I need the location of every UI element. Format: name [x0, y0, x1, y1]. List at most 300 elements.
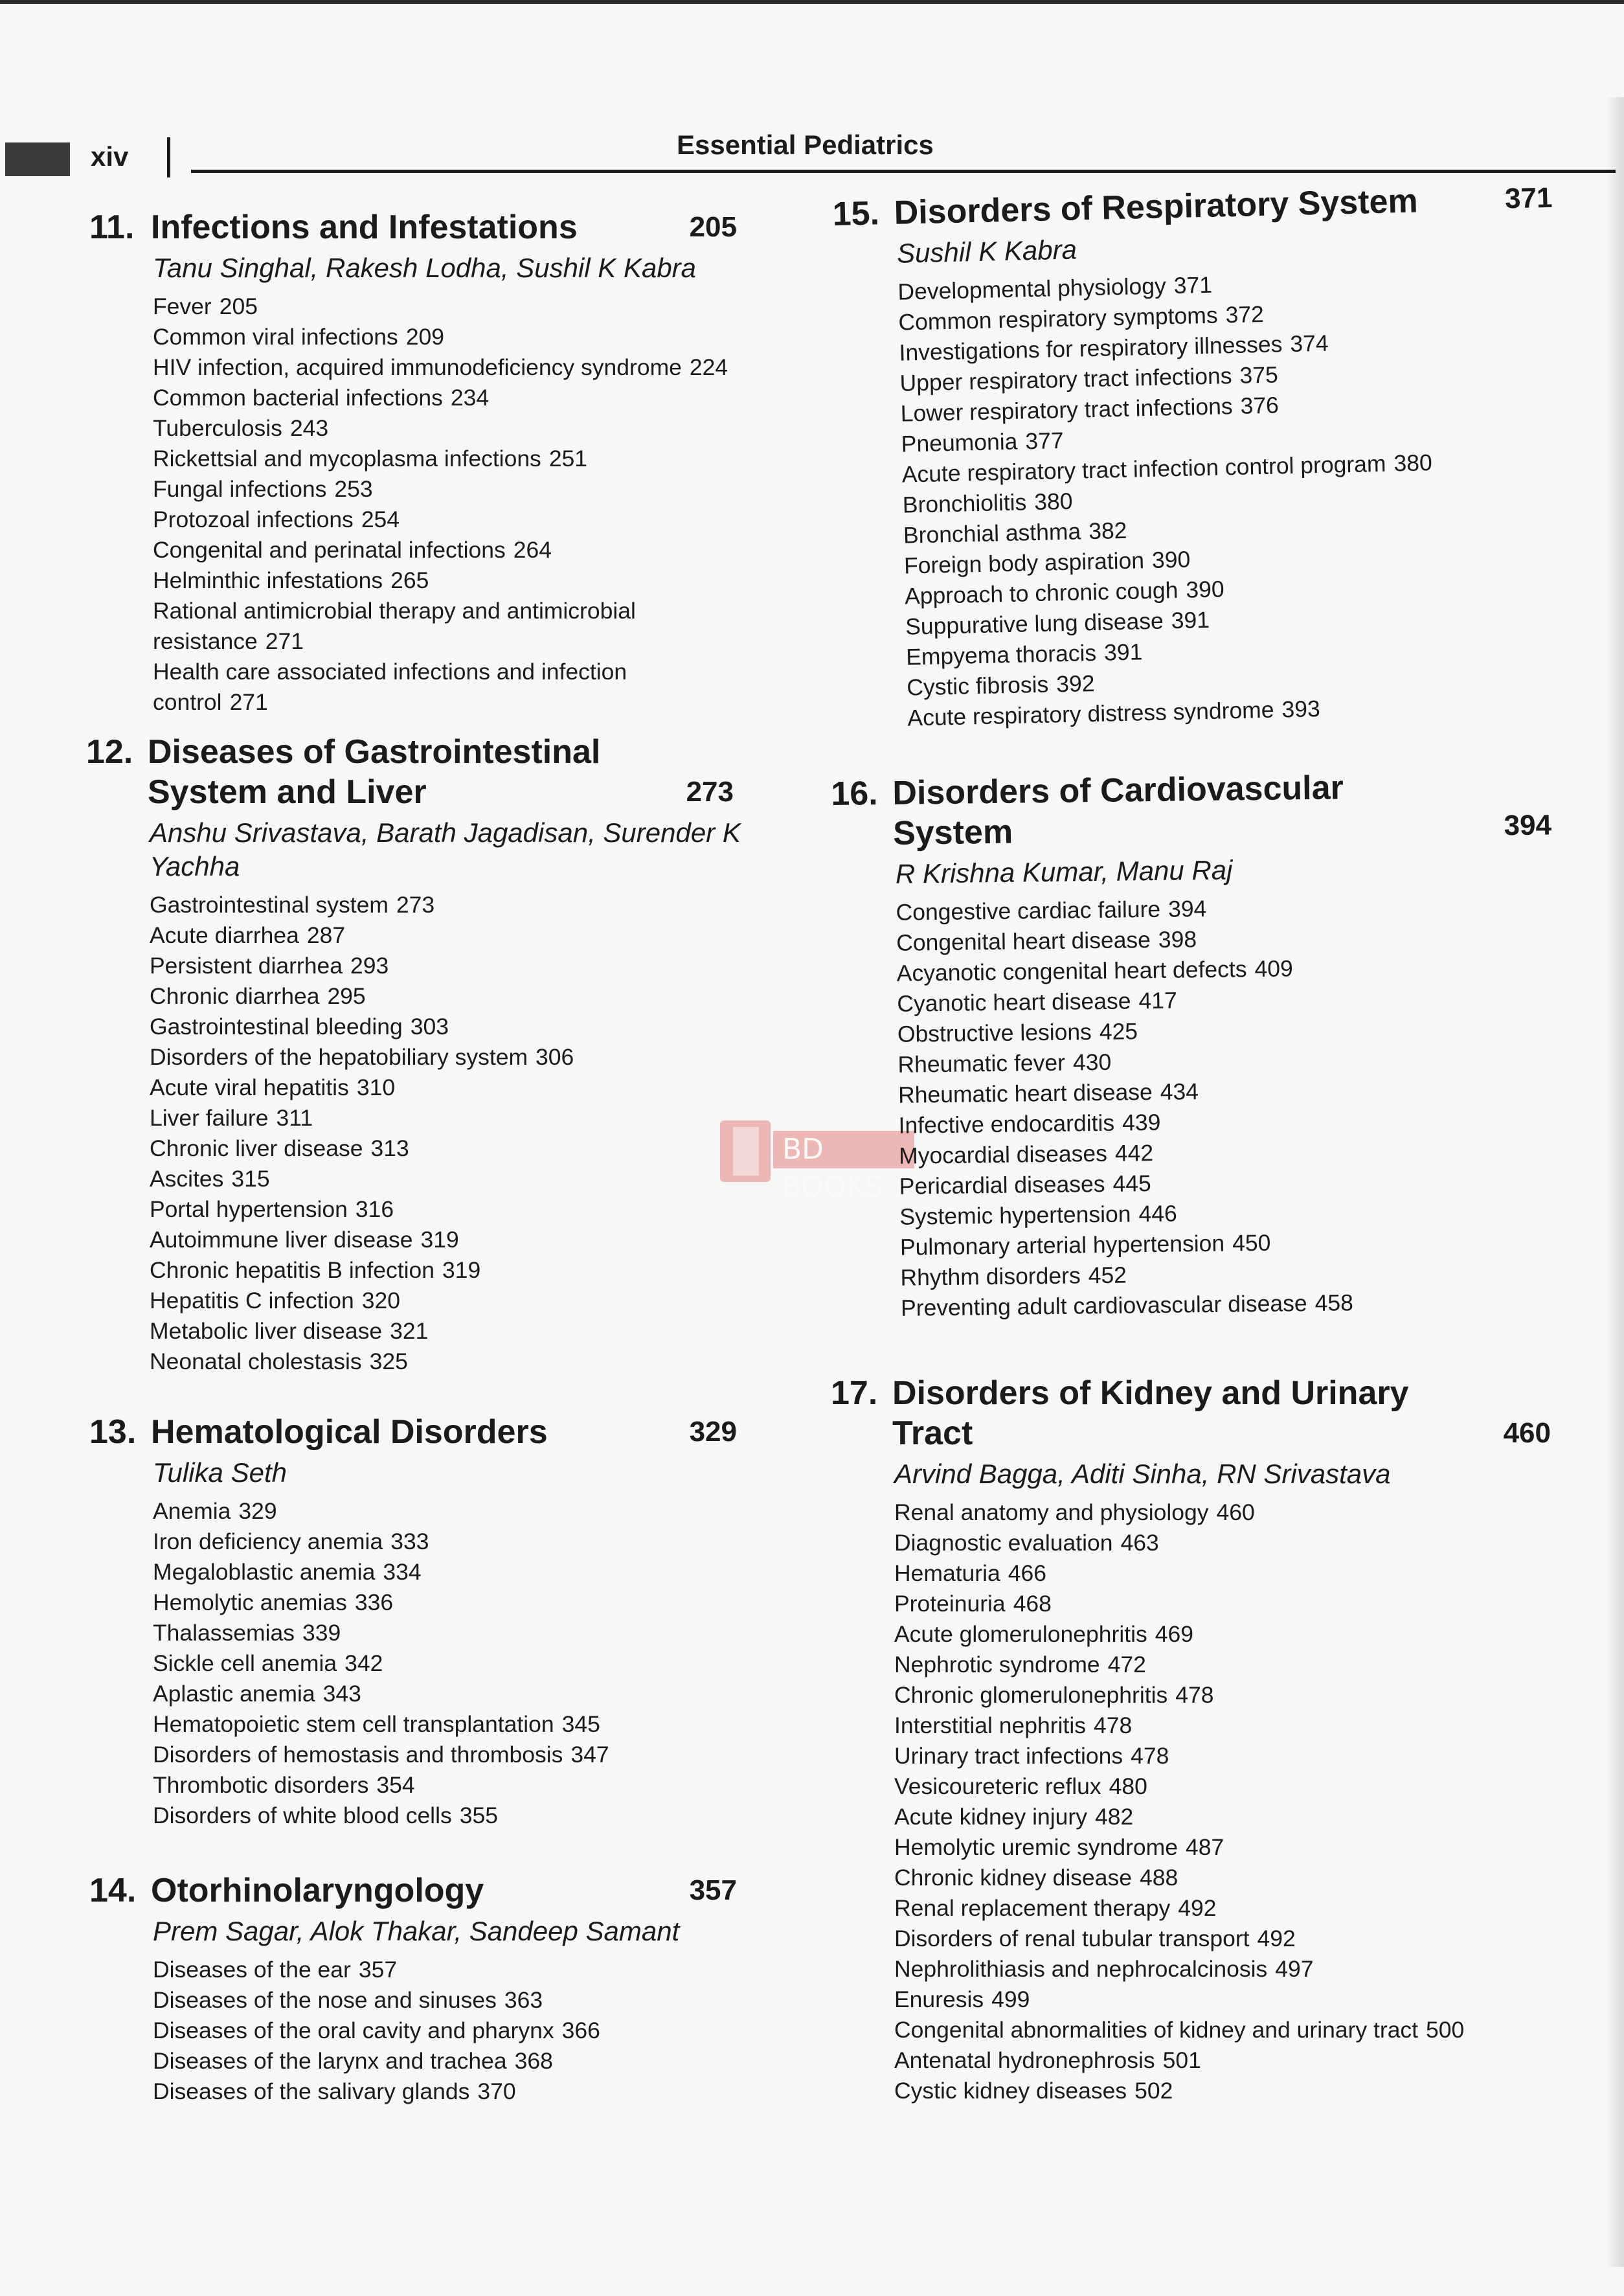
chapter-authors: Tanu Singhal, Rakesh Lodha, Sushil K Kabra	[153, 253, 697, 283]
toc-entry	[153, 657, 736, 718]
toc-entry-page: 377	[1024, 427, 1065, 455]
toc-entry-page: 293	[350, 953, 389, 979]
chapter-12	[86, 732, 798, 1377]
toc-entry-page: 253	[334, 476, 373, 502]
toc-entry	[150, 1286, 836, 1316]
toc-entry-label: Diagnostic evaluation	[894, 1530, 1113, 1556]
running-title: Essential Pediatrics	[677, 130, 934, 160]
toc-entry-page: 445	[1112, 1170, 1151, 1197]
chapter-page-number: 394	[1504, 809, 1552, 842]
toc-entry-label: Common respiratory symptoms	[898, 302, 1219, 335]
toc-entry-page: 343	[322, 1681, 361, 1707]
toc-entry-label: Renal replacement therapy	[894, 1895, 1171, 1921]
toc-entry	[150, 1073, 836, 1103]
toc-entry-page: 347	[570, 1742, 609, 1767]
toc-entry-label: Thrombotic disorders	[153, 1772, 369, 1798]
toc-entry	[894, 1711, 1561, 1741]
toc-entry-label: Metabolic liver disease	[150, 1318, 383, 1344]
page-number: xiv	[91, 141, 129, 172]
toc-entry-label: Pneumonia	[901, 428, 1018, 457]
toc-entry-page: 319	[442, 1257, 481, 1283]
toc-entry-label: Pulmonary arterial hypertension	[899, 1230, 1225, 1260]
toc-entry	[894, 1650, 1561, 1680]
toc-entry-label: Autoimmune liver disease	[150, 1227, 413, 1253]
toc-entry	[894, 1984, 1561, 2015]
header-rule	[191, 170, 1616, 173]
toc-entry	[894, 1680, 1561, 1711]
toc-entry-page: 480	[1109, 1773, 1147, 1799]
toc-entry-page: 371	[1173, 271, 1213, 299]
toc-entry-label: Acute respiratory distress syndrome	[907, 696, 1274, 731]
toc-entry-label: Disorders of white blood cells	[153, 1802, 452, 1828]
toc-entry-page: 295	[327, 983, 366, 1009]
toc-entry	[153, 291, 839, 322]
toc-entry-label: Enuresis	[894, 1986, 984, 2012]
toc-entry	[153, 2076, 839, 2107]
toc-entry-page: 205	[219, 293, 258, 319]
toc-entry-label: Lower respiratory tract infections	[900, 393, 1234, 427]
toc-entry-label: Chronic diarrhea	[150, 983, 320, 1009]
toc-entry-page: 374	[1289, 330, 1329, 358]
toc-entry	[153, 2016, 839, 2046]
toc-entry-label: Neonatal cholestasis	[150, 1348, 362, 1374]
toc-entry-page: 450	[1232, 1229, 1271, 1256]
toc-entry-page: 376	[1240, 392, 1280, 419]
toc-entry	[894, 1619, 1561, 1650]
toc-entry-page: 452	[1088, 1262, 1127, 1289]
toc-entry-label: Hematopoietic stem cell transplantation	[153, 1711, 554, 1737]
toc-entry-label: Persistent diarrhea	[150, 953, 343, 979]
topic-list	[894, 1497, 1543, 2106]
toc-entry-page: 321	[390, 1318, 429, 1344]
chapter-title: Infections and Infestations	[151, 209, 578, 246]
toc-entry-label: Acute kidney injury	[894, 1804, 1087, 1830]
toc-entry-page: 316	[355, 1196, 394, 1222]
toc-entry-label: Thalassemias	[153, 1620, 295, 1646]
toc-entry-page: 339	[302, 1620, 341, 1646]
page-top-edge	[0, 0, 1624, 4]
toc-entry	[153, 1557, 839, 1587]
chapter-authors: Arvind Bagga, Aditi Sinha, RN Srivastava	[894, 1459, 1391, 1489]
toc-entry	[894, 1771, 1561, 1802]
toc-entry	[150, 1225, 836, 1255]
toc-entry	[153, 1801, 839, 1831]
toc-entry-label: Bronchiolitis	[902, 489, 1027, 518]
toc-entry	[153, 1770, 839, 1801]
toc-entry-label: Fungal infections	[153, 476, 327, 502]
toc-entry-page: 409	[1254, 955, 1293, 983]
topic-list	[153, 291, 802, 718]
toc-entry	[153, 565, 839, 596]
toc-entry-page: 264	[513, 537, 552, 563]
toc-entry-page: 468	[1013, 1591, 1052, 1617]
chapter-number: 15.	[832, 194, 880, 233]
toc-entry-label: Obstructive lesions	[897, 1019, 1092, 1047]
toc-entry	[894, 1802, 1561, 1832]
toc-entry-label: Megaloblastic anemia	[153, 1559, 376, 1585]
toc-entry	[153, 383, 839, 413]
toc-entry-page: 492	[1178, 1895, 1217, 1921]
chapter-number: 14.	[89, 1872, 137, 1909]
toc-entry-page: 372	[1225, 301, 1265, 328]
header-separator	[167, 137, 170, 177]
toc-entry-label: Empyema thoracis	[905, 639, 1097, 670]
toc-entry-label: Diseases of the nose and sinuses	[153, 1987, 497, 2013]
toc-entry-page: 466	[1008, 1560, 1046, 1586]
toc-entry	[894, 1528, 1561, 1558]
toc-entry-label: Tuberculosis	[153, 415, 282, 441]
chapter-page-number: 460	[1503, 1417, 1551, 1449]
toc-entry-page: 442	[1114, 1139, 1154, 1166]
toc-entry-page: 310	[356, 1074, 396, 1100]
chapter-page-number: 371	[1504, 181, 1553, 215]
chapter-title: Disorders of Respiratory System	[894, 182, 1419, 232]
toc-entry-label: Rickettsial and mycoplasma infections	[153, 446, 541, 472]
toc-entry	[153, 1587, 839, 1618]
toc-entry	[153, 444, 839, 474]
toc-entry	[150, 1164, 836, 1194]
toc-entry-label: Nephrolithiasis and nephrocalcinosis	[894, 1956, 1268, 1982]
toc-entry-label: Suppurative lung disease	[905, 608, 1164, 640]
toc-entry-page: 398	[1158, 926, 1197, 953]
toc-entry-label: Myocardial diseases	[898, 1140, 1108, 1169]
watermark-text: BD BOOKS	[773, 1131, 914, 1168]
toc-entry	[153, 1618, 839, 1648]
toc-entry	[153, 352, 839, 383]
toc-entry-page: 271	[265, 628, 304, 654]
toc-entry-label: Hepatitis C infection	[150, 1288, 354, 1313]
toc-entry-label: HIV infection, acquired immunodeficiency syndrome	[153, 354, 682, 380]
toc-entry-label: Cystic kidney diseases	[894, 2078, 1127, 2104]
toc-entry-page: 488	[1140, 1865, 1179, 1891]
toc-entry-page: 363	[504, 1987, 543, 2013]
toc-entry-label: Preventing adult cardiovascular disease	[900, 1290, 1307, 1321]
toc-entry-page: 446	[1138, 1200, 1177, 1227]
toc-entry-page: 234	[450, 385, 490, 411]
chapter-authors: R Krishna Kumar, Manu Raj	[895, 854, 1233, 889]
header-tab-block	[5, 142, 70, 176]
toc-entry-page: 311	[276, 1105, 313, 1131]
chapter-title: Diseases of Gastrointestinal System and Liver	[148, 733, 601, 811]
toc-entry	[894, 2076, 1561, 2106]
toc-entry-label: Aplastic anemia	[153, 1681, 315, 1707]
toc-entry	[894, 2045, 1561, 2076]
toc-entry-page: 224	[689, 354, 728, 380]
toc-entry-page: 329	[238, 1498, 277, 1524]
toc-entry-label: Anemia	[153, 1498, 231, 1524]
chapter-number: 13.	[89, 1413, 137, 1451]
toc-entry	[150, 1133, 836, 1164]
toc-entry-page: 320	[361, 1288, 400, 1313]
toc-entry-page: 393	[1281, 696, 1321, 723]
toc-entry	[894, 1497, 1561, 1528]
toc-entry-page: 333	[390, 1529, 429, 1554]
toc-entry-page: 425	[1099, 1018, 1138, 1045]
toc-entry-page: 334	[383, 1559, 422, 1585]
chapter-title: Hematological Disorders	[151, 1413, 548, 1451]
chapter-heading	[831, 1373, 1551, 1453]
topic-list	[897, 262, 1557, 734]
toc-entry-page: 497	[1275, 1956, 1314, 1982]
toc-entry	[150, 981, 836, 1012]
toc-entry-label: Acute diarrhea	[150, 922, 299, 948]
toc-entry-label: Diseases of the ear	[153, 1957, 351, 1983]
toc-entry	[153, 535, 839, 565]
toc-entry-label: Acute glomerulonephritis	[894, 1621, 1147, 1647]
toc-entry-page: 319	[420, 1227, 459, 1253]
chapter-number: 17.	[831, 1374, 878, 1412]
chapter-title: Disorders of Cardiovascular System	[892, 769, 1344, 852]
toc-entry	[153, 505, 839, 535]
chapter-heading	[89, 207, 802, 247]
toc-entry-page: 390	[1151, 546, 1191, 573]
toc-entry-page: 243	[289, 415, 329, 441]
toc-entry-page: 355	[459, 1802, 498, 1828]
toc-entry-label: Systemic hypertension	[899, 1201, 1131, 1230]
toc-entry-label: Rheumatic fever	[897, 1049, 1066, 1078]
toc-entry-page: 345	[561, 1711, 600, 1737]
toc-entry-label: Gastrointestinal bleeding	[150, 1014, 403, 1040]
chapter-page-number: 205	[689, 211, 737, 243]
toc-entry-page: 254	[361, 506, 400, 532]
toc-entry-page: 306	[536, 1044, 574, 1070]
toc-entry-label: Proteinuria	[894, 1591, 1006, 1617]
toc-entry-page: 469	[1155, 1621, 1193, 1647]
toc-entry-page: 265	[390, 567, 429, 593]
toc-entry-label: Hemolytic uremic syndrome	[894, 1834, 1178, 1860]
chapter-heading	[831, 766, 1552, 854]
toc-entry-label: Congenital and perinatal infections	[153, 537, 506, 563]
toc-entry-label: Rheumatic heart disease	[897, 1078, 1153, 1108]
toc-entry-label: Chronic glomerulonephritis	[894, 1682, 1168, 1708]
toc-entry	[894, 2015, 1561, 2045]
toc-entry	[150, 890, 836, 920]
chapter-authors: Tulika Seth	[153, 1457, 287, 1488]
toc-entry-page: 271	[229, 689, 268, 715]
toc-entry	[153, 2046, 839, 2076]
toc-entry-page: 478	[1093, 1712, 1133, 1738]
toc-entry-label: Urinary tract infections	[894, 1743, 1123, 1769]
toc-entry-page: 354	[376, 1772, 415, 1798]
toc-entry-label: Vesicoureteric reflux	[894, 1773, 1101, 1799]
toc-entry	[153, 1740, 839, 1770]
toc-entry-label: Gastrointestinal system	[150, 892, 389, 918]
toc-entry-page: 313	[370, 1135, 409, 1161]
toc-entry-page: 315	[231, 1166, 270, 1192]
toc-entry-page: 287	[306, 922, 346, 948]
toc-entry-page: 472	[1107, 1652, 1146, 1677]
chapter-number: 12.	[86, 733, 133, 771]
toc-entry	[894, 1832, 1561, 1863]
toc-entry-page: 303	[410, 1014, 449, 1040]
toc-entry	[150, 1103, 836, 1133]
topic-list	[896, 890, 1550, 1324]
toc-entry-label: Ascites	[150, 1166, 224, 1192]
toc-entry	[150, 1194, 836, 1225]
toc-entry	[153, 474, 839, 505]
toc-entry-page: 325	[369, 1348, 408, 1374]
toc-entry-label: Developmental physiology	[897, 273, 1167, 305]
toc-entry-page: 375	[1239, 361, 1279, 389]
toc-entry-page: 392	[1055, 670, 1095, 698]
topic-list	[153, 1496, 802, 1831]
toc-entry-label: Iron deficiency anemia	[153, 1529, 383, 1554]
toc-entry	[150, 1347, 836, 1377]
toc-entry	[150, 1012, 836, 1042]
toc-entry	[150, 1255, 836, 1286]
toc-entry-label: Diseases of the oral cavity and pharynx	[153, 2018, 554, 2043]
toc-entry	[153, 1985, 839, 2016]
toc-entry-label: Nephrotic syndrome	[894, 1652, 1100, 1677]
chapter-title: Disorders of Kidney and Urinary Tract	[892, 1374, 1409, 1452]
toc-entry	[894, 1924, 1561, 1954]
toc-entry-page: 458	[1314, 1290, 1354, 1316]
chapter-authors: Prem Sagar, Alok Thakar, Sandeep Samant	[153, 1916, 680, 1946]
toc-entry-label: Disorders of renal tubular transport	[894, 1926, 1250, 1951]
chapter-heading	[89, 1870, 802, 1911]
toc-entry	[150, 920, 836, 951]
toc-entry-page: 394	[1167, 895, 1207, 922]
toc-entry-page: 251	[548, 446, 588, 472]
topic-list	[150, 890, 798, 1377]
toc-entry	[894, 1589, 1561, 1619]
toc-entry-page: 209	[405, 324, 445, 350]
toc-entry-page: 357	[358, 1957, 398, 1983]
toc-entry-page: 463	[1120, 1530, 1159, 1556]
toc-entry-label: Rhythm disorders	[900, 1262, 1081, 1291]
toc-entry-label: Congestive cardiac failure	[896, 896, 1161, 926]
toc-entry-label: Diseases of the larynx and trachea	[153, 2048, 507, 2074]
toc-entry-page: 417	[1138, 987, 1177, 1014]
toc-entry-label: Acyanotic congenital heart defects	[896, 956, 1247, 986]
toc-entry-label: Chronic kidney disease	[894, 1865, 1133, 1891]
toc-entry-page: 501	[1162, 2047, 1201, 2073]
toc-entry-label: Chronic hepatitis B infection	[150, 1257, 435, 1283]
toc-entry-page: 487	[1185, 1834, 1224, 1860]
toc-entry-page: 370	[477, 2078, 516, 2104]
toc-entry-page: 390	[1185, 576, 1224, 603]
toc-entry-page: 434	[1160, 1078, 1199, 1105]
chapter-15	[832, 178, 1557, 735]
chapter-page-number: 273	[686, 776, 734, 808]
toc-entry-page: 368	[514, 2048, 553, 2074]
toc-entry-page: 391	[1103, 639, 1143, 666]
chapter-heading	[89, 1412, 802, 1452]
toc-entry	[894, 1741, 1561, 1771]
chapter-14	[89, 1870, 802, 2107]
toc-entry-label: Congenital abnormalities of kidney and urinary tract	[894, 2017, 1419, 2043]
toc-entry-label: Hemolytic anemias	[153, 1589, 347, 1615]
toc-entry	[894, 1558, 1561, 1589]
toc-entry-label: Disorders of the hepatobiliary system	[150, 1044, 528, 1070]
toc-entry-label: Acute respiratory tract infection control program	[901, 450, 1386, 488]
toc-entry-page: 478	[1131, 1743, 1169, 1769]
toc-entry-label: Health care associated infections and infection control	[153, 659, 627, 715]
toc-entry-label: Sickle cell anemia	[153, 1650, 337, 1676]
toc-entry-label: Cyanotic heart disease	[897, 988, 1131, 1017]
toc-entry	[153, 322, 839, 352]
toc-entry-page: 342	[344, 1650, 383, 1676]
toc-entry-page: 482	[1094, 1804, 1134, 1830]
toc-entry-page: 380	[1393, 449, 1433, 477]
toc-entry-page: 478	[1175, 1682, 1214, 1708]
toc-entry-label: Portal hypertension	[150, 1196, 348, 1222]
toc-entry	[153, 1527, 839, 1557]
chapter-heading	[86, 732, 798, 812]
toc-entry-page: 499	[991, 1986, 1030, 2012]
toc-entry-page: 430	[1072, 1049, 1112, 1076]
chapter-number: 16.	[831, 775, 879, 813]
page-edge-shadow	[1606, 97, 1624, 2267]
toc-entry	[153, 1709, 839, 1740]
toc-entry-label: Rational antimicrobial therapy and antimicrobial resistance	[153, 598, 636, 654]
toc-entry-label: Chronic liver disease	[150, 1135, 363, 1161]
toc-entry	[150, 951, 836, 981]
chapter-13	[89, 1412, 802, 1831]
toc-entry	[894, 1893, 1561, 1924]
toc-entry	[150, 1042, 836, 1073]
toc-entry	[153, 413, 839, 444]
toc-entry-page: 336	[354, 1589, 394, 1615]
toc-entry-page: 500	[1426, 2017, 1465, 2043]
toc-entry-label: Common viral infections	[153, 324, 398, 350]
toc-entry	[153, 1648, 839, 1679]
toc-entry-label: Upper respiratory tract infections	[899, 363, 1232, 396]
toc-entry-page: 439	[1122, 1109, 1161, 1136]
toc-entry-label: Liver failure	[150, 1105, 269, 1131]
toc-entry-label: Investigations for respiratory illnesses	[899, 331, 1283, 366]
toc-entry-page: 502	[1134, 2078, 1173, 2104]
toc-entry-label: Protozoal infections	[153, 506, 354, 532]
toc-entry-label: Infective endocarditis	[898, 1109, 1115, 1139]
toc-entry-label: Bronchial asthma	[903, 518, 1081, 549]
toc-entry-label: Interstitial nephritis	[894, 1712, 1086, 1738]
chapter-16	[831, 766, 1550, 1324]
chapter-page-number: 329	[689, 1416, 737, 1448]
toc-entry	[153, 1955, 839, 1985]
chapter-17	[831, 1373, 1551, 2106]
toc-entry	[153, 1496, 839, 1527]
toc-entry-label: Acute viral hepatitis	[150, 1074, 349, 1100]
toc-entry	[153, 596, 736, 657]
chapter-number: 11.	[89, 209, 135, 246]
chapter-authors: Sushil K Kabra	[896, 234, 1077, 269]
toc-entry-page: 460	[1216, 1499, 1255, 1525]
toc-entry-label: Fever	[153, 293, 212, 319]
toc-entry-page: 380	[1033, 488, 1073, 516]
chapter-11	[89, 207, 802, 718]
toc-entry	[894, 1954, 1561, 1984]
toc-entry-label: Renal anatomy and physiology	[894, 1499, 1209, 1525]
toc-entry-label: Cystic fibrosis	[906, 671, 1049, 701]
chapter-page-number: 357	[689, 1874, 737, 1906]
toc-entry-label: Disorders of hemostasis and thrombosis	[153, 1742, 563, 1767]
topic-list	[153, 1955, 802, 2107]
toc-entry-page: 391	[1171, 606, 1210, 634]
toc-entry-page: 273	[396, 892, 435, 918]
toc-entry-label: Helminthic infestations	[153, 567, 383, 593]
chapter-authors: Anshu Srivastava, Barath Jagadisan, Surender K Yachha	[150, 817, 741, 881]
toc-entry-label: Common bacterial infections	[153, 385, 443, 411]
toc-entry	[894, 1863, 1561, 1893]
toc-entry-page: 366	[561, 2018, 600, 2043]
toc-entry-label: Approach to chronic cough	[904, 577, 1179, 609]
toc-entry-page: 492	[1257, 1926, 1296, 1951]
chapter-title: Otorhinolaryngology	[151, 1872, 484, 1909]
toc-entry-label: Hematuria	[894, 1560, 1000, 1586]
toc-entry-label: Antenatal hydronephrosis	[894, 2047, 1155, 2073]
toc-entry-page: 382	[1088, 517, 1127, 545]
